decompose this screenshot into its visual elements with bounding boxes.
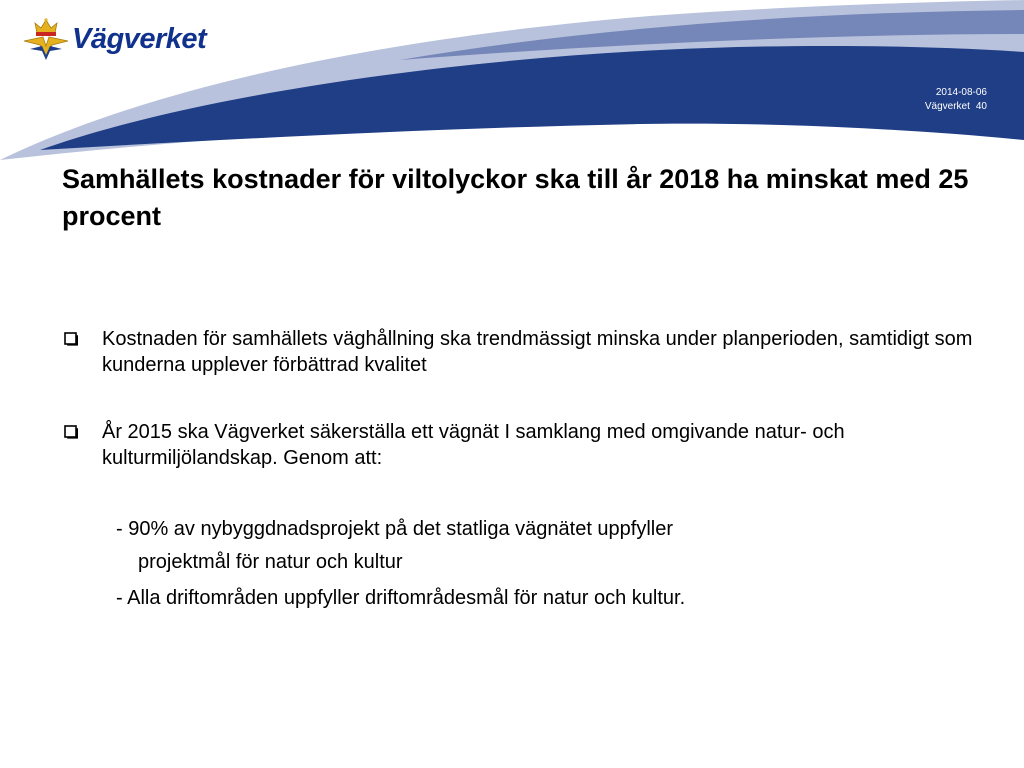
bullet-item [62, 419, 982, 471]
vagverket-logo [22, 14, 206, 64]
sub-item: - Alla driftområden uppfyller driftområdesmål för natur och kultur. [116, 587, 686, 609]
sub-item: - 90% av nybyggdnadsprojekt på det statliga vägnätet uppfyller [116, 518, 674, 540]
slide-meta [925, 86, 987, 114]
crown-emblem-icon [22, 15, 70, 63]
bullet-text: Kostnaden för samhällets väghållning ska trendmässigt minska under planperioden, samtidigt som kunderna upplever förbättrad kvalitet [102, 328, 973, 376]
slide-footer [925, 100, 987, 114]
bullet-item [62, 326, 982, 378]
bullet-text: År 2015 ska Vägverket säkerställa ett vägnät I samklang med omgivande natur- och kulturmiljölandskap. Genom att: [102, 421, 845, 469]
slide-page-number: 40 [975, 101, 987, 112]
checkbox-square-icon [64, 425, 78, 439]
sub-item-continuation: projektmål för natur och kultur [138, 551, 403, 573]
slide-org: Vägverket [924, 101, 970, 112]
checkbox-square-icon [64, 332, 78, 346]
slide-title: Samhällets kostnader för viltolyckor ska till år 2018 ha minskat med 25 procent [62, 164, 969, 231]
slide-date: 2014-08-06 [935, 87, 987, 98]
logo-wordmark: Vägverket [72, 22, 207, 55]
slide-content [62, 326, 982, 471]
